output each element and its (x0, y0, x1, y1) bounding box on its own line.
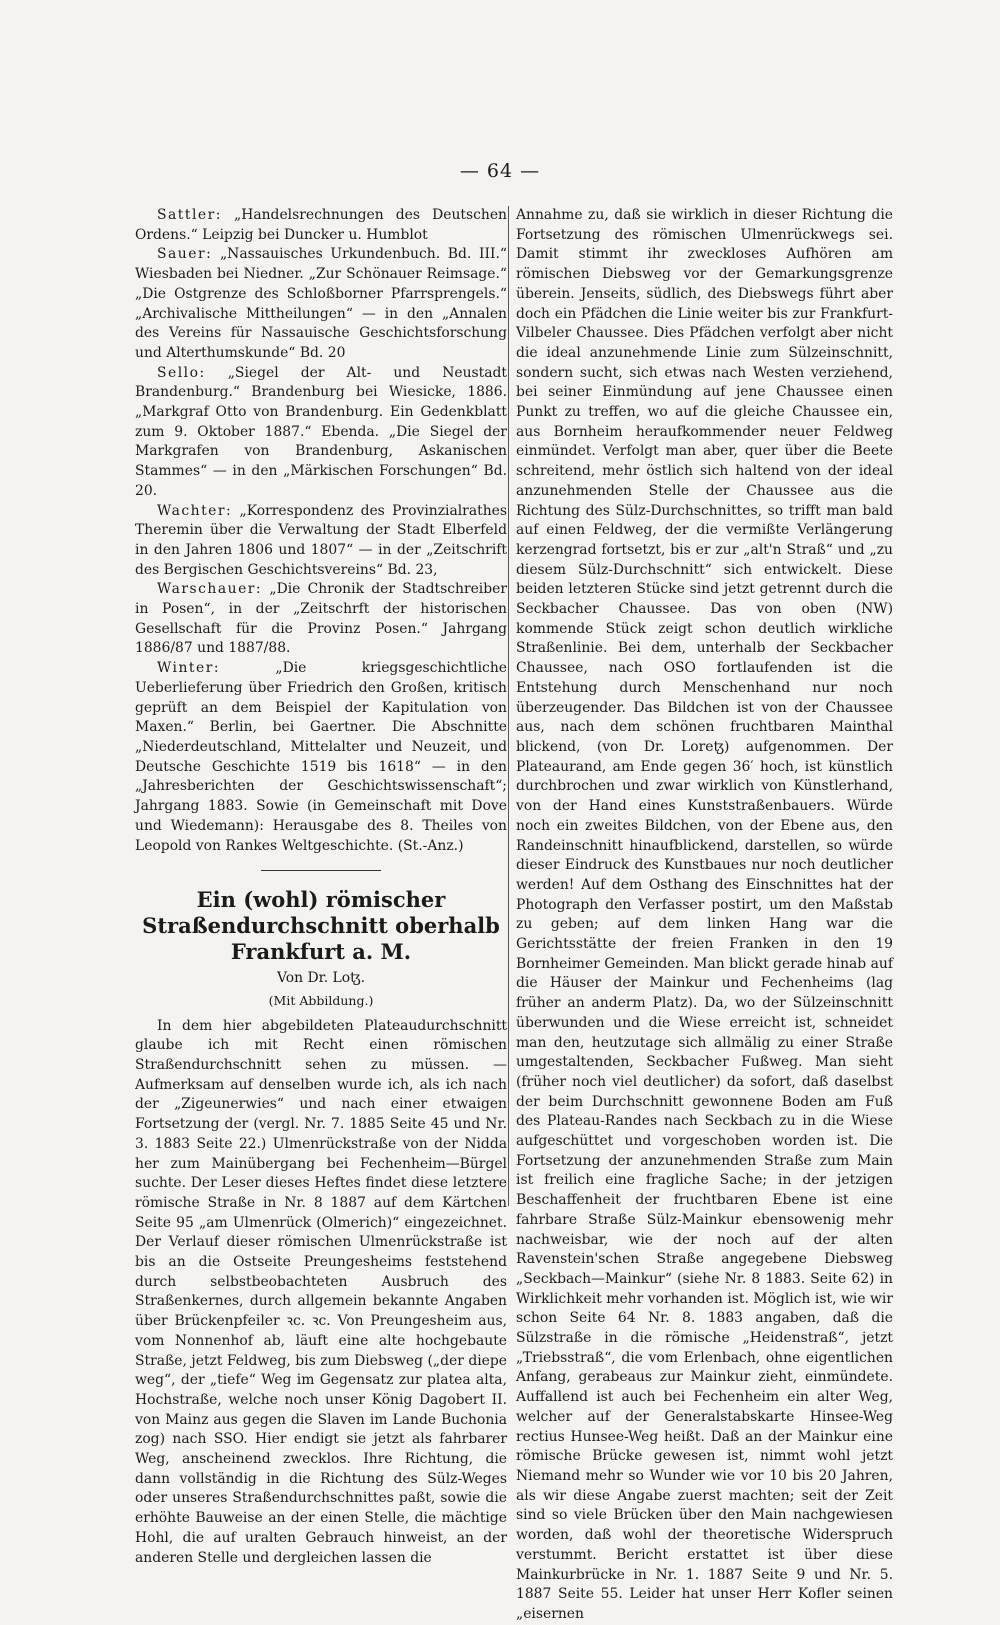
entry-text: „Handelsrechnungen des Deutschen Ordens.“ Leipzig bei Duncker u. Humblot (135, 207, 507, 243)
bibliography-entry (135, 364, 507, 502)
article-caption: (Mit Abbildung.) (268, 992, 374, 1008)
article-body-left: In dem hier abgebildeten Plateaudurchschnitt glaube ich mit Recht einen römischen Straßendurchschnitt sehen zu müssen. — Aufmerksam auf denselben wurde ich, als ich nach der „Zigeunerwies“ und nach einer etwaigen Fortsetzung der (vergl. Nr. 7. 1885 Seite 45 und Nr. 3. 1883 Seite 22.) Ulmenrückstraße von der Nidda her zum Mainübergang bei Fechenheim—Bürgel suchte. Der Leser dieses Heftes findet diese letztere römische Straße in Nr. 8 1887 auf dem Kärtchen Seite 95 „am Ulmenrück (Olmerich)“ eingezeichnet. Der Verlauf dieser römischen Ulmenrückstraße ist bis an die Ostseite Preungesheims feststehend durch selbstbeobachteten Ausbruch des Straßenkernes, durch allgemein bekannte Angaben über Brückenpfeiler ꝛc. ꝛc. Von Preungesheim aus, vom Nonnenhof ab, läuft eine alte hochgebaute Straße, jetzt Feldweg, bis zum Diebsweg („der diepe weg“, der „tiefe“ Weg im Gegensatz zur platea alta, Hochstraße, welche noch unser König Dagobert II. von Mainz aus gegen die Slaven im Lande Buchonia zog) nach SSO. Hier endigt sie jetzt als fahrbarer Weg, anscheinend zwecklos. Ihre Richtung, die dann vollständig in die Richtung des Sülz-Weges oder unseres Straßendurchschnittes paßt, sowie die erhöhte Bauweise an der einen Stelle, die mächtige Hohl, die auf uralten Gebrauch hinweist, an der anderen Stelle und dergleichen lassen die (135, 1017, 507, 1566)
entry-author: Sattler: (157, 207, 222, 223)
left-column (135, 206, 507, 1568)
bibliography-entry (135, 659, 507, 856)
article-title: Ein (wohl) römischer Straßendurchschnitt oberhalb Frankfurt a. M. (142, 887, 500, 965)
bibliography-entry (135, 245, 507, 363)
entry-text: „Nassauisches Urkundenbuch. Bd. III.“ Wiesbaden bei Niedner. „Zur Schönauer Reimsage.“ „Die Ostgrenze des Schloßborner Pfarrsprengels.“ „Archivalische Mittheilungen“ — in den „Annalen des Vereins für Nassauische Geschichtsforschung und Alterthumskunde“ Bd. 20 (135, 246, 507, 361)
article-body-right: Annahme zu, daß sie wirklich in dieser Richtung die Fortsetzung des römischen Ulmenrückwegs sei. Damit stimmt ihr zweckloses Aufhören am römischen Diebsweg vor der Gemarkungsgrenze überein. Jenseits, südlich, des Diebswegs führt aber doch ein Pfädchen die Linie weiter bis zur Frankfurt-Vilbeler Chaussee. Dies Pfädchen verfolgt aber nicht die ideal anzunehmende Linie zum Sülzeinschnitt, sondern sucht, sich etwas nach Westen verziehend, bei seiner Einmündung auf jene Chaussee einen Punkt zu treffen, wo auf die gleiche Chaussee ein, aus Bornheim heraufkommender neuer Feldweg einmündet. Verfolgt man aber, quer über die Beete schreitend, mehr östlich sich haltend von der ideal anzunehmenden Stelle der Chaussee aus die Richtung des Sülz-Durchschnittes, so trifft man bald auf einen Feldweg, der die vermißte Verlängerung kerzengrad fortsetzt, bis er zur „alt'n Straß“ und „zu diesem Sülz-Durchschnitt“ sich entwickelt. Diese beiden letzteren Stücke sind jetzt getrennt durch die Seckbacher Chaussee. Das von oben (NW) kommende Stück zeigt schon deutlich wirkliche Straßenlinie. Bei dem, unterhalb der Seckbacher Chaussee, nach OSO fortlaufenden ist die Entstehung durch Menschenhand nur noch überzeugender. Das Bildchen ist von der Chaussee aus, nach dem schönen fruchtbaren Mainthal blickend, (von Dr. Loreꜩ) aufgenommen. Der Plateaurand, am Ende gegen 36′ hoch, ist künstlich durchbrochen und zwar wirklich von Künstlerhand, von der Hand eines Kunststraßenbauers. Würde noch ein zweites Bildchen, von der Ebene aus, den Randeinschnitt hinaufblickend, darstellen, so würde dieser Eindruck des Kunstbaues nur noch deutlicher werden! Auf dem Osthang des Einschnittes hat der Photograph den Verfasser postirt, um den Maßstab zu geben; auf dem linken Hang war die Gerichtsstätte der freien Franken in den 19 Bornheimer Gemeinden. Man blickt gerade hinab auf die Häuser der Mainkur und Fechenheims (lag früher an anderm Platz). Da, wo der Sülzeinschnitt überwunden und die Wiese erreicht ist, schneidet man den, heutzutage sich allmälig zu einer Straße umgestaltenden, Seckbacher Fußweg. Man sieht (früher noch viel deutlicher) da sofort, daß daselbst der beim Durchschnitt gewonnene Boden am Fuß des Plateau-Randes nach Seckbach zu in die Wiese aufgeschüttet und vorgeschoben worden ist. Die Fortsetzung der anzunehmenden Straße zum Main ist freilich eine fragliche Sache; in der jetzigen Beschaffenheit der fruchtbaren Ebene ist eine fahrbare Straße Sülz-Mainkur ebensowenig mehr nachweisbar, wie der noch auf der alten Ravenstein'schen Straße angegebene Diebsweg „Seckbach—Mainkur“ (siehe Nr. 8 1883. Seite 62) in Wirklichkeit mehr vorhanden ist. Möglich ist, wie wir schon Seite 64 Nr. 8. 1883 angaben, daß die Sülzstraße in die römische „Heidenstraß“, jetzt „Triebsstraß“, die vom Erlenbach, ohne eigentlichen Anfang, gerabeaus zur Mainkur zieht, einmündete. Auffallend ist auch bei Fechenheim ein alter Weg, welcher auf der Generalstabskarte Hinsee-Weg rectius Hunsee-Weg heißt. Daß an der Mainkur eine römische Brücke gewesen ist, nimmt wohl jetzt Niemand mehr so Wunder wie vor 10 bis 20 Jahren, als wir diese Angabe zuerst machten; seit der Zeit sind so viele Brücken über den Main nachgewiesen worden, daß wohl der theoretische Widerspruch verstummt. Bericht erstattet ist über diese Mainkurbrücke in Nr. 1. 1887 Seite 9 und Nr. 5. 1887 Seite 55. Leider hat unser Herr Kofler seinen „eisernen (516, 207, 893, 1622)
column-divider (508, 206, 509, 1206)
article-byline: Von Dr. Loꜩ. (276, 970, 366, 987)
bibliography-entry (135, 502, 507, 581)
bibliography-entry (135, 580, 507, 659)
entry-author: Wachter: (157, 502, 233, 519)
entry-author: Sauer: (157, 246, 213, 263)
page-number: — 64 — (459, 160, 541, 182)
entry-author: Winter: (157, 660, 221, 677)
right-column (516, 206, 893, 1625)
entry-text: „Siegel der Alt- und Neustadt Brandenburg.“ Brandenburg bei Wiesicke, 1886. „Markgraf Otto von Brandenburg. Ein Gedenkblatt zum 9. Oktober 1887.“ Ebenda. „Die Siegel der Markgrafen von Brandenburg, Askanischen Stammes“ — in den „Märkischen Forschungen“ Bd. 20. (135, 364, 507, 499)
section-divider (261, 870, 381, 871)
entry-author: Warschauer: (157, 581, 263, 598)
entry-text: „Die Chronik der Stadtschreiber in Posen“, in der „Zeitschrft der historischen Gesellschaft für die Provinz Posen.“ Jahrgang 1886/87 und 1887/88. (135, 581, 507, 657)
entry-text: „Korrespondenz des Provinzialrathes Theremin über die Verwaltung der Stadt Elberfeld in den Jahren 1806 und 1807“ — in der „Zeitschrift des Bergischen Geschichtsvereins“ Bd. 23, (135, 502, 507, 578)
entry-text: „Die kriegsgeschichtliche Ueberlieferung über Friedrich den Großen, kritisch geprüft an dem Beispiel der Kapitulation von Maxen.“ Berlin, bei Gaertner. Die Abschnitte „Niederdeutschland, Mittelalter und Neuzeit, und Deutsche Geschichte 1519 bis 1618“ — in den „Jahresberichten der Geschichtswissenschaft“; Jahrgang 1883. Sowie (in Gemeinschaft mit Dove und Wiedemann): Herausgabe des 8. Theiles von Leopold von Rankes Weltgeschichte. (St.-Anz.) (135, 660, 507, 854)
entry-author: Sello: (157, 364, 206, 381)
bibliography-entry (135, 206, 507, 245)
